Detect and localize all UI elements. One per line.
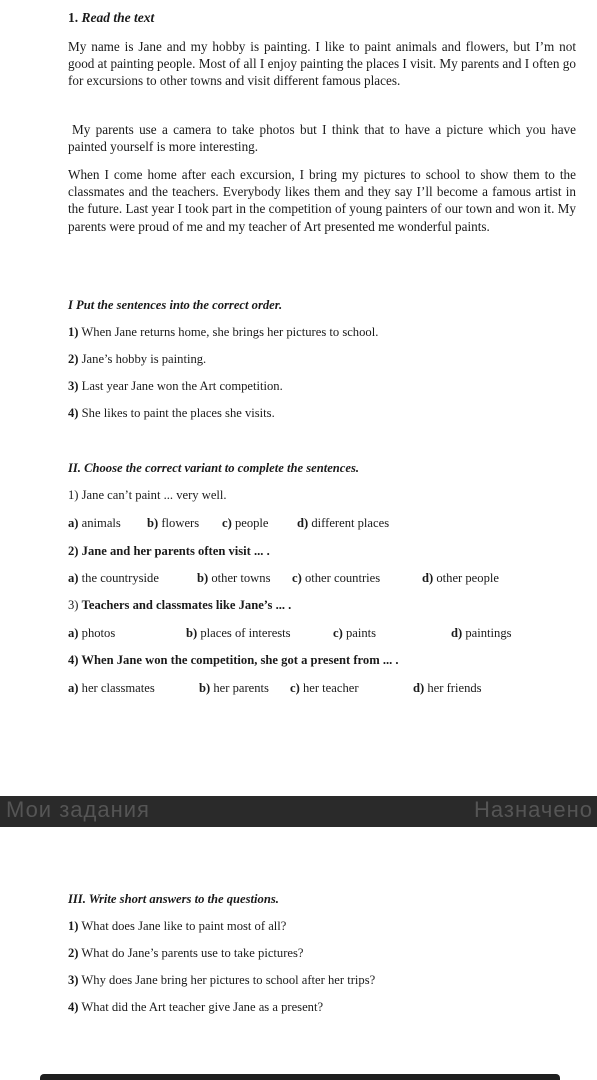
option: b) her parents — [199, 681, 269, 695]
task3-heading: III. Write short answers to the questions. — [68, 892, 279, 906]
paragraph-2: My parents use a camera to take photos but I think that to have a picture which you have painted yourself is more interesting. — [68, 122, 576, 155]
task2-question-num: 3) — [68, 598, 79, 612]
read-number: 1. — [68, 10, 79, 25]
task1-item-num: 2) — [68, 352, 79, 366]
task1-item-text: Jane’s hobby is painting. — [81, 352, 207, 366]
task1-item-num: 1) — [68, 325, 79, 339]
option: b) flowers — [147, 516, 200, 530]
read-title — [68, 10, 154, 26]
my-tasks-label: Мои задания — [6, 797, 150, 822]
task3-item — [68, 919, 286, 934]
task2-question-text: Jane can’t paint ... very well. — [81, 488, 227, 502]
task2-question-text: Jane and her parents often visit ... . — [81, 544, 270, 558]
app-header-band — [0, 796, 597, 827]
option: d) different places — [297, 516, 390, 530]
option: c) paints — [333, 626, 377, 640]
task1-item — [68, 325, 378, 340]
task1-item-text: She likes to paint the places she visits. — [81, 406, 275, 420]
task3-item-text: What did the Art teacher give Jane as a present? — [81, 1000, 324, 1014]
task3-item-text: What do Jane’s parents use to take pictures? — [81, 946, 304, 960]
read-title-text: Read the text — [81, 10, 155, 25]
option: c) her teacher — [290, 681, 359, 695]
task2-heading: II. Choose the correct variant to complete the sentences. — [68, 461, 360, 475]
task2-question-num: 2) — [68, 544, 79, 558]
option: c) people — [222, 516, 269, 530]
task1-item-num: 4) — [68, 406, 79, 420]
task2-question-text: Teachers and classmates like Jane’s ... . — [81, 598, 292, 612]
option: d) paintings — [451, 626, 512, 640]
paragraph-1: My name is Jane and my hobby is painting. I like to paint animals and flowers, but I’m not good at painting people. Most of all I enjoy painting the places I visit. My parents and I often go for excursions to other towns and visit different famous places. — [68, 39, 576, 89]
option: d) other people — [422, 571, 499, 585]
task3-item-num: 3) — [68, 973, 79, 987]
task3-item — [68, 1000, 323, 1015]
task3-item-num: 4) — [68, 1000, 79, 1014]
task3-item — [68, 973, 375, 988]
task1-item — [68, 406, 275, 421]
task3-item-num: 1) — [68, 919, 79, 933]
task2-question — [68, 488, 227, 503]
task1-item-text: Last year Jane won the Art competition. — [81, 379, 283, 393]
option: d) her friends — [413, 681, 482, 695]
task1-heading: I Put the sentences into the correct order. — [68, 298, 283, 312]
task1-item-text: When Jane returns home, she brings her pictures to school. — [81, 325, 379, 339]
task2-question-num: 4) — [68, 653, 79, 667]
option: a) her classmates — [68, 681, 155, 695]
option: a) animals — [68, 516, 121, 530]
option: b) other towns — [197, 571, 271, 585]
option: c) other countries — [292, 571, 381, 585]
task2-question-num: 1) — [68, 488, 79, 502]
bottom-scroll-bar — [40, 1074, 560, 1080]
option: b) places of interests — [186, 626, 291, 640]
paragraph-3: When I come home after each excursion, I bring my pictures to school to show them to the classmates and the teachers. Everybody likes them and they say I’ll become a famous artist in the future. Last year I took part in the competition of young painters of our town and won it. My parents were proud of me and my teacher of Art presented me wonderful paints. — [68, 167, 576, 234]
option: a) the countryside — [68, 571, 159, 585]
task2-question — [68, 544, 270, 559]
task3-item-text: What does Jane like to paint most of all? — [81, 919, 287, 933]
task3-item-num: 2) — [68, 946, 79, 960]
task3-item-text: Why does Jane bring her pictures to school after her trips? — [81, 973, 376, 987]
task2-question — [68, 598, 291, 613]
task2-question-text: When Jane won the competition, she got a present from ... . — [81, 653, 399, 667]
task3-item — [68, 946, 304, 961]
task2-question — [68, 653, 399, 668]
task1-item-num: 3) — [68, 379, 79, 393]
task1-item — [68, 352, 206, 367]
task1-item — [68, 379, 283, 394]
assigned-label: Назначено — [474, 797, 593, 822]
option: a) photos — [68, 626, 116, 640]
